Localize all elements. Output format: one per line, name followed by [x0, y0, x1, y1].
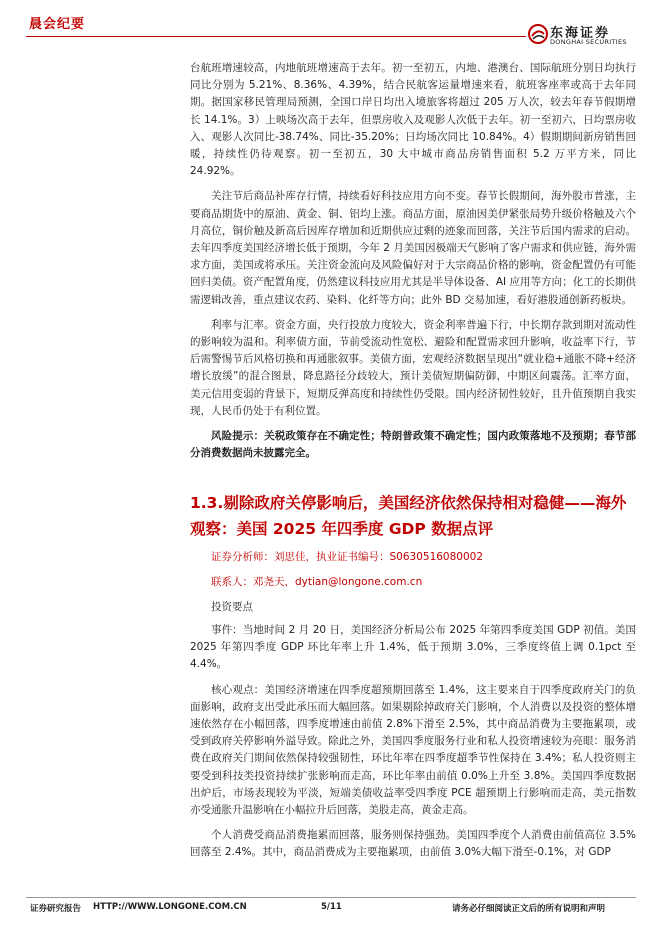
footer-report-type: 证券研究报告: [30, 904, 82, 914]
footer-rule: [26, 897, 636, 898]
header-rule: [26, 36, 526, 37]
header-title: 晨会纪要: [29, 17, 86, 32]
risk-warning: 风险提示：关税政策存在不确定性；特朗普政策不确定性；国内政策落地不及预期；春节部分消费数据尚未披露完全。: [190, 430, 636, 460]
section-title: 1.3.剔除政府关停影响后，美国经济依然保持相对稳健——海外观察：美国 2025 年四季度 GDP 数据点评: [190, 494, 627, 538]
page-header: [0, 0, 662, 48]
footer-disclaimer: 请务必仔细阅读正文后的所有说明和声明: [452, 904, 606, 914]
subheading: 投资要点: [211, 601, 253, 613]
logo-english-name: DONGHAI SECURITIES: [550, 38, 627, 46]
logo-chinese-name: 东海证券: [550, 26, 611, 41]
contact-line: 联系人：邓尧天，dytian@longone.com.cn: [211, 576, 423, 588]
page-number: 5/11: [321, 902, 342, 912]
paragraph: 事件：当地时间 2 月 20 日，美国经济分析局公布 2025 年第四季度美国 GDP 初值。美国 2025 年第四季度 GDP 环比年率上升 1.4%，低于预期 3.0%，三季度终值上调 0.1pct 至 4.4%。: [190, 624, 636, 671]
paragraph: 核心观点：美国经济增速在四季度超预期回落至 1.4%，这主要来自于四季度政府关门的负面影响，政府支出受此承压而大幅回落。如果剔除掉政府关门影响，个人消费以及投资的整体增速依然存在小幅回落，四季度增速由前值 2.8%下滑至 2.5%，其中商品消费为主要拖累项，或受到政府关停影响外溢导致。除此之外，美国四季度服务行业和私人投资增速较为亮眼：服务消费在政府关门期间依然保持较强韧性，环比年率在四季度超季节性保持在 3.4%；私人投资则主要受到科技类投资持续扩张影响而走高，环比年率由前值 0.0%上升至 3.8%。美国四季度数据出炉后，市场表现较为平淡，短端美债收益率受四季度 PCE 超预期上行影响而走高，美元指数亦受通胀升温影响在小幅拉升后回落，美股走高，黄金走高。: [190, 683, 636, 817]
company-logo: [528, 22, 648, 48]
body-text-top: [190, 60, 636, 462]
paragraph: 关注节后商品补库存行情，持续看好科技应用方向不变。春节长假期间，海外股市普涨，主要商品期货中的原油、黄金、铜、铝均上涨。商品方面，原油因美伊紧张局势升级价格触及六个月高位，铜价触及新高后因库存增加和近期供应过剩的迹象而回落，关注节后国内需求的启动。去年四季度美国经济增长低于预期，今年 2 月美国因极端天气影响了客户需求和供应链，海外需求方面，美国或将承压。关注资金流向及风险偏好对于大宗商品价格的影响，资金配置仍有可能回归美债。资产配置角度，仍然建议科技应用尤其是半导体设备、AI 应用等方向；化工的长期供需逻辑改善，重点建议农药、染料、化纤等方向；此外 BD 交易加速，看好港股通创新药板块。: [190, 190, 636, 306]
logo-mark-icon: [528, 24, 548, 44]
body-text-bottom: [190, 622, 636, 862]
paragraph: 台航班增速较高，内地航班增速高于去年。初一至初五，内地、港澳台、国际航班分别日均执行同比分别为 5.21%、8.36%、4.39%，结合民航客运量增速来看，航班客座率或高于去年同期。据国家移民管理局预测，全国口岸日均出入境旅客将超过 205 万人次，较去年春节假期增长 14.1%。3）上映场次高于去年，但票房收入及观影人次低于去年。初一至初六，日均票房收入、观影人次同比-38.74%、同比-35.20%；日均场次同比 10.84%。4）假期期间新房销售回暖，持续性仍待观察。初一至初五，30 大中城市商品房销售面积 5.2 万平方米，同比 24.92%。: [190, 62, 636, 178]
paragraph: 个人消费受商品消费拖累而回落，服务则保持强劲。美国四季度个人消费由前值高位 3.5%回落至 2.4%。其中，商品消费成为主要拖累项，由前值 3.0%大幅下滑至-0.1%，对 GDP: [190, 829, 636, 859]
analyst-line: 证券分析师：刘思佳，执业证书编号：S0630516080002: [211, 551, 484, 563]
footer-url[interactable]: HTTP://WWW.LONGONE.COM.CN: [93, 902, 247, 912]
paragraph: 利率与汇率。资金方面，央行投放力度较大，资金利率普遍下行，中长期存款到期对流动性的影响较为温和。利率债方面，节前受流动性宽松、避险和配置需求回升影响，收益率下行，节后需警惕节后风格切换和再通胀叙事。美债方面，宏观经济数据呈现出“就业稳+通胀不降+经济增长放缓”的混合图景，降息路径分歧较大，预计美债短期偏防御，中期区间震荡。汇率方面，美元信用变弱的背景下，短期反弹高度和持续性仍受限。国内经济韧性较好，且升值预期自我实现，人民币仍处于有利位置。: [190, 318, 636, 417]
